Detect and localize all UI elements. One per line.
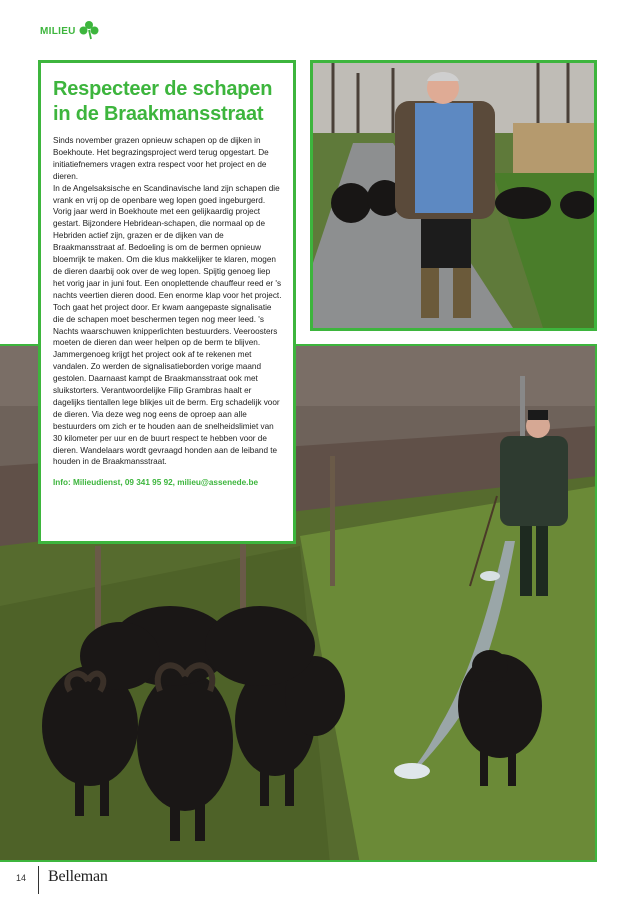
man-on-road-photo [310, 60, 597, 331]
info-contact: Info: Milieudienst, 09 341 95 92, milieu@assenede.be [53, 478, 259, 488]
page-number: 14 [16, 873, 27, 883]
magazine-logo: Belleman [48, 868, 108, 885]
paragraph-intro: Sinds november grazen opnieuw schapen op de dijken in Boekhoute. Het begrazingsproject werd terug opgestart. De initiatiefnemers vragen extra respect voor het project en de dieren. [53, 136, 269, 181]
section-label: MILIEU [40, 26, 76, 37]
headline-line-2: in de Braakmansstraat [53, 103, 264, 125]
headline-line-1: Respecteer de schapen [53, 78, 273, 100]
article-body [53, 135, 283, 468]
headline [53, 77, 283, 127]
footer-divider [38, 866, 39, 894]
paragraph-main: In de Angelsaksische en Scandinavische land zijn schapen die vrank en vrij op de openbare weg lopen goed ingeburgerd. Vorig jaar werd in Boekhoute met een gelijkaardig project gestart. Bijzondere Hebridean-schapen, die normaal op de Hebriden actief zijn, grazen er de dijken van de Braakmansstraat af. Bedoeling is om de bermen opnieuw bloemrijk te maken. Om die klus makkelijker te klaren, mogen de dieren daarbij ook over de weg lopen. Spijtig genoeg liep het vorig jaar in juni fout. Een onoplettende chauffeur reed er 's nachts veertien dieren dood. Een enorme klap voor het project. Toch gaat het project door. Er kwam aangepaste signalisatie die de schapen moet beschermen tegen nog meer leed. 's Nachts waarschuwen knipperlichten bestuurders. Veeroosters moeten de dieren dan weer helpen op de berm te blijven. Jammergenoeg krijgt het project ook af te rekenen met vandalen. Zo werden de signalisatieborden vorige maand gestolen. Daarnaast kampt de Braakmansstraat ook met sluikstorters. Verantwoordelijke Filip Grambras haalt er dagelijks tientallen lege blikjes uit de berm. Erg schadelijk voor de dieren. Via deze weg nog eens de oproep aan alle bestuurders om zich er te houden aan de snelheidslimiet van 30 kilometer per uur en de buurt respect te hebben voor de dieren. Wandelaars wordt gevraagd honden aan de leiband te houden in de Braakmansstraat. [53, 183, 282, 467]
clover-icon [79, 20, 99, 40]
article-box [38, 60, 296, 544]
